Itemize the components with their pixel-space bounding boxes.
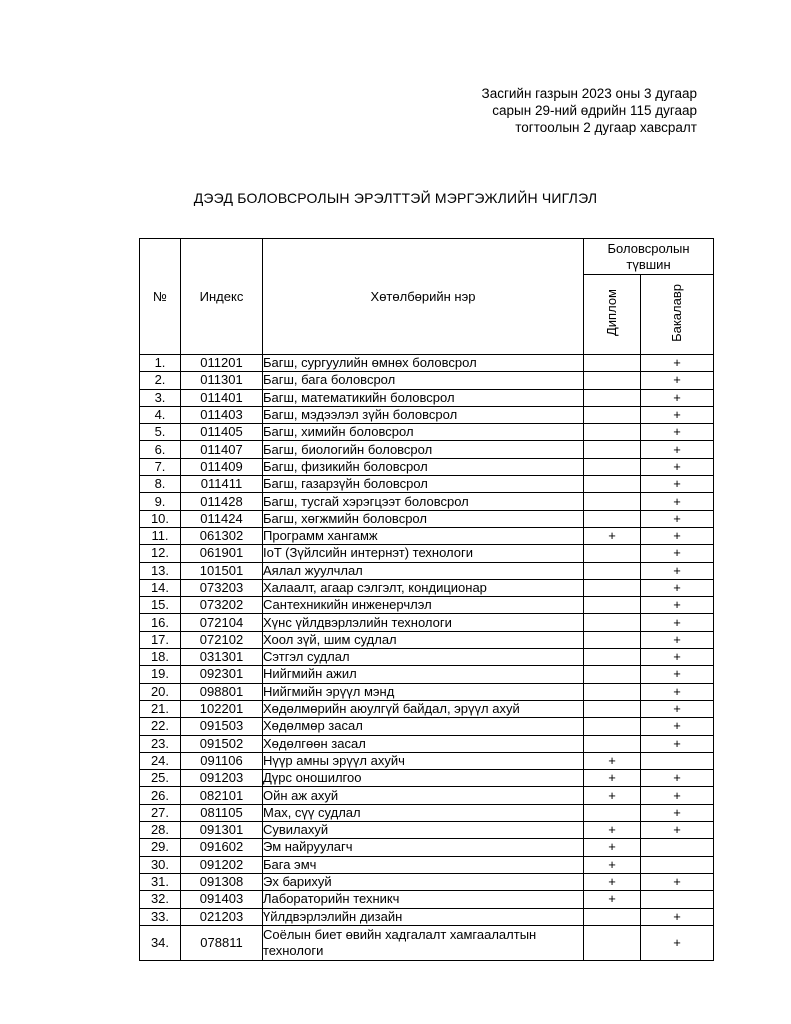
table-row <box>140 666 714 683</box>
row-index: 011424 <box>181 510 263 527</box>
row-diploma-mark: + <box>584 873 641 890</box>
table-row <box>140 649 714 666</box>
header-diploma-label: Диплом <box>604 288 619 336</box>
row-program-name: Үйлдвэрлэлийн дизайн <box>263 908 584 925</box>
table-row <box>140 510 714 527</box>
row-bachelor-mark: + <box>641 908 714 925</box>
table-body <box>140 355 714 961</box>
row-number: 33. <box>140 908 181 925</box>
decree-note-line: тогтоолын 2 дугаар хавсралт <box>515 120 697 135</box>
row-bachelor-mark <box>641 752 714 769</box>
row-index: 021203 <box>181 908 263 925</box>
row-number: 18. <box>140 649 181 666</box>
row-program-name: Багш, биологийн боловсрол <box>263 441 584 458</box>
row-diploma-mark <box>584 372 641 389</box>
row-index: 011411 <box>181 476 263 493</box>
row-bachelor-mark: + <box>641 925 714 960</box>
row-bachelor-mark: + <box>641 700 714 717</box>
row-index: 061901 <box>181 545 263 562</box>
table-row <box>140 735 714 752</box>
table-row <box>140 752 714 769</box>
row-number: 13. <box>140 562 181 579</box>
row-bachelor-mark: + <box>641 476 714 493</box>
header-education-level: Боловсролын түвшин <box>584 239 714 275</box>
row-program-name: Эм найруулагч <box>263 839 584 856</box>
table-row <box>140 804 714 821</box>
table-row <box>140 614 714 631</box>
table-row <box>140 545 714 562</box>
row-diploma-mark <box>584 666 641 683</box>
row-bachelor-mark: + <box>641 389 714 406</box>
table-row <box>140 458 714 475</box>
row-number: 4. <box>140 406 181 423</box>
row-number: 1. <box>140 355 181 372</box>
row-number: 3. <box>140 389 181 406</box>
row-index: 073202 <box>181 597 263 614</box>
row-bachelor-mark: + <box>641 614 714 631</box>
table-row <box>140 597 714 614</box>
row-number: 21. <box>140 700 181 717</box>
row-diploma-mark <box>584 406 641 423</box>
header-bachelor-label: Бакалавр <box>669 283 684 342</box>
row-diploma-mark <box>584 545 641 562</box>
row-index: 098801 <box>181 683 263 700</box>
row-program-name: Хөдөлмөр засал <box>263 718 584 735</box>
table-row <box>140 856 714 873</box>
row-bachelor-mark: + <box>641 441 714 458</box>
row-index: 011301 <box>181 372 263 389</box>
row-program-name: Багш, тусгай хэрэгцээт боловсрол <box>263 493 584 510</box>
row-number: 6. <box>140 441 181 458</box>
row-program-name: Багш, мэдээлэл зүйн боловсрол <box>263 406 584 423</box>
table-row <box>140 787 714 804</box>
row-number: 30. <box>140 856 181 873</box>
table-row <box>140 579 714 596</box>
row-number: 2. <box>140 372 181 389</box>
table-row <box>140 372 714 389</box>
row-bachelor-mark: + <box>641 579 714 596</box>
row-program-name: Багш, физикийн боловсрол <box>263 458 584 475</box>
row-number: 12. <box>140 545 181 562</box>
table-row <box>140 770 714 787</box>
row-program-name: Багш, химийн боловсрол <box>263 424 584 441</box>
row-diploma-mark <box>584 925 641 960</box>
row-index: 078811 <box>181 925 263 960</box>
row-diploma-mark <box>584 735 641 752</box>
row-bachelor-mark: + <box>641 424 714 441</box>
programs-table <box>139 238 714 961</box>
row-bachelor-mark: + <box>641 735 714 752</box>
row-number: 25. <box>140 770 181 787</box>
row-bachelor-mark <box>641 839 714 856</box>
row-bachelor-mark: + <box>641 527 714 544</box>
row-number: 14. <box>140 579 181 596</box>
decree-reference-note <box>482 85 697 136</box>
row-program-name: Сувилахуй <box>263 822 584 839</box>
row-index: 011401 <box>181 389 263 406</box>
table-row <box>140 562 714 579</box>
row-bachelor-mark <box>641 891 714 908</box>
row-index: 011403 <box>181 406 263 423</box>
row-number: 5. <box>140 424 181 441</box>
row-bachelor-mark: + <box>641 666 714 683</box>
row-bachelor-mark: + <box>641 545 714 562</box>
row-program-name: Сантехникийн инженерчлэл <box>263 597 584 614</box>
row-index: 091602 <box>181 839 263 856</box>
row-diploma-mark: + <box>584 856 641 873</box>
row-diploma-mark <box>584 476 641 493</box>
row-index: 031301 <box>181 649 263 666</box>
table-row <box>140 441 714 458</box>
row-bachelor-mark: + <box>641 458 714 475</box>
row-index: 091308 <box>181 873 263 890</box>
table-row <box>140 908 714 925</box>
row-number: 29. <box>140 839 181 856</box>
row-number: 26. <box>140 787 181 804</box>
row-program-name: IoT (Зүйлсийн интернэт) технологи <box>263 545 584 562</box>
row-bachelor-mark: + <box>641 562 714 579</box>
row-diploma-mark: + <box>584 822 641 839</box>
row-diploma-mark: + <box>584 891 641 908</box>
header-program-name: Хөтөлбөрийн нэр <box>263 239 584 355</box>
row-diploma-mark: + <box>584 787 641 804</box>
row-number: 23. <box>140 735 181 752</box>
row-number: 10. <box>140 510 181 527</box>
row-program-name: Хөдөлмөрийн аюулгүй байдал, эрүүл ахуй <box>263 700 584 717</box>
row-diploma-mark <box>584 579 641 596</box>
row-number: 7. <box>140 458 181 475</box>
row-index: 091203 <box>181 770 263 787</box>
row-program-name: Дүрс оношилгоо <box>263 770 584 787</box>
row-program-name: Аялал жуулчлал <box>263 562 584 579</box>
row-number: 9. <box>140 493 181 510</box>
header-number: № <box>140 239 181 355</box>
row-bachelor-mark: + <box>641 718 714 735</box>
row-program-name: Лабораторийн техникч <box>263 891 584 908</box>
row-diploma-mark <box>584 614 641 631</box>
row-bachelor-mark: + <box>641 873 714 890</box>
row-diploma-mark <box>584 804 641 821</box>
row-index: 091301 <box>181 822 263 839</box>
row-number: 28. <box>140 822 181 839</box>
row-index: 011409 <box>181 458 263 475</box>
row-index: 091106 <box>181 752 263 769</box>
row-program-name: Багш, математикийн боловсрол <box>263 389 584 406</box>
row-program-name: Халаалт, агаар сэлгэлт, кондиционар <box>263 579 584 596</box>
row-index: 101501 <box>181 562 263 579</box>
table-row <box>140 424 714 441</box>
document-title: ДЭЭД БОЛОВСРОЛЫН ЭРЭЛТТЭЙ МЭРГЭЖЛИЙН ЧИГЛЭЛ <box>193 190 598 206</box>
row-bachelor-mark: + <box>641 597 714 614</box>
row-bachelor-mark: + <box>641 804 714 821</box>
row-index: 092301 <box>181 666 263 683</box>
row-diploma-mark <box>584 510 641 527</box>
table-row <box>140 355 714 372</box>
row-bachelor-mark: + <box>641 493 714 510</box>
row-number: 19. <box>140 666 181 683</box>
row-diploma-mark: + <box>584 527 641 544</box>
table-row <box>140 493 714 510</box>
row-index: 011407 <box>181 441 263 458</box>
row-index: 072102 <box>181 631 263 648</box>
row-index: 102201 <box>181 700 263 717</box>
table-row <box>140 406 714 423</box>
row-diploma-mark: + <box>584 752 641 769</box>
row-diploma-mark <box>584 631 641 648</box>
row-number: 27. <box>140 804 181 821</box>
row-program-name: Бага эмч <box>263 856 584 873</box>
row-program-name: Багш, сургуулийн өмнөх боловсрол <box>263 355 584 372</box>
row-index: 073203 <box>181 579 263 596</box>
row-index: 011201 <box>181 355 263 372</box>
row-diploma-mark: + <box>584 770 641 787</box>
row-bachelor-mark: + <box>641 510 714 527</box>
table-row <box>140 925 714 960</box>
row-diploma-mark <box>584 908 641 925</box>
row-diploma-mark <box>584 649 641 666</box>
row-number: 22. <box>140 718 181 735</box>
row-bachelor-mark: + <box>641 649 714 666</box>
table-row <box>140 822 714 839</box>
row-diploma-mark <box>584 718 641 735</box>
row-program-name: Ойн аж ахуй <box>263 787 584 804</box>
header-bachelor <box>641 275 714 355</box>
row-number: 17. <box>140 631 181 648</box>
table-row <box>140 718 714 735</box>
row-program-name: Мах, сүү судлал <box>263 804 584 821</box>
row-diploma-mark <box>584 458 641 475</box>
row-bachelor-mark <box>641 856 714 873</box>
row-bachelor-mark: + <box>641 631 714 648</box>
row-index: 081105 <box>181 804 263 821</box>
decree-note-line: сарын 29-ний өдрийн 115 дугаар <box>492 103 697 118</box>
row-bachelor-mark: + <box>641 406 714 423</box>
row-program-name: Нүүр амны эрүүл ахуйч <box>263 752 584 769</box>
row-program-name: Сэтгэл судлал <box>263 649 584 666</box>
row-diploma-mark <box>584 441 641 458</box>
table-row <box>140 389 714 406</box>
row-number: 11. <box>140 527 181 544</box>
row-program-name: Нийгмийн эрүүл мэнд <box>263 683 584 700</box>
row-index: 091202 <box>181 856 263 873</box>
row-number: 15. <box>140 597 181 614</box>
row-program-name: Багш, газарзүйн боловсрол <box>263 476 584 493</box>
row-number: 20. <box>140 683 181 700</box>
row-program-name: Хөдөлгөөн засал <box>263 735 584 752</box>
row-program-name: Хоол зүй, шим судлал <box>263 631 584 648</box>
row-diploma-mark <box>584 424 641 441</box>
row-diploma-mark <box>584 389 641 406</box>
table-row <box>140 631 714 648</box>
row-bachelor-mark: + <box>641 770 714 787</box>
row-bachelor-mark: + <box>641 355 714 372</box>
table-row <box>140 873 714 890</box>
table-row <box>140 839 714 856</box>
table-row <box>140 683 714 700</box>
row-program-name: Соёлын биет өвийн хадгалалт хамгаалалтын технологи <box>263 925 584 960</box>
row-index: 091502 <box>181 735 263 752</box>
row-number: 34. <box>140 925 181 960</box>
row-program-name: Хүнс үйлдвэрлэлийн технологи <box>263 614 584 631</box>
row-number: 31. <box>140 873 181 890</box>
row-index: 061302 <box>181 527 263 544</box>
table-row <box>140 891 714 908</box>
row-bachelor-mark: + <box>641 683 714 700</box>
row-diploma-mark <box>584 562 641 579</box>
row-diploma-mark <box>584 700 641 717</box>
row-index: 082101 <box>181 787 263 804</box>
header-diploma <box>584 275 641 355</box>
decree-note-line: Засгийн газрын 2023 оны 3 дугаар <box>481 86 697 101</box>
row-program-name: Багш, хөгжмийн боловсрол <box>263 510 584 527</box>
row-bachelor-mark: + <box>641 787 714 804</box>
row-number: 24. <box>140 752 181 769</box>
row-program-name: Эх барихуй <box>263 873 584 890</box>
row-number: 8. <box>140 476 181 493</box>
table-row <box>140 476 714 493</box>
row-program-name: Багш, бага боловсрол <box>263 372 584 389</box>
row-bachelor-mark: + <box>641 822 714 839</box>
row-diploma-mark: + <box>584 839 641 856</box>
row-bachelor-mark: + <box>641 372 714 389</box>
row-index: 091503 <box>181 718 263 735</box>
row-index: 011405 <box>181 424 263 441</box>
header-index: Индекс <box>181 239 263 355</box>
row-number: 32. <box>140 891 181 908</box>
table-row <box>140 527 714 544</box>
row-program-name: Программ хангамж <box>263 527 584 544</box>
row-index: 011428 <box>181 493 263 510</box>
row-diploma-mark <box>584 493 641 510</box>
row-diploma-mark <box>584 683 641 700</box>
table-row <box>140 700 714 717</box>
row-program-name: Нийгмийн ажил <box>263 666 584 683</box>
row-index: 091403 <box>181 891 263 908</box>
row-diploma-mark <box>584 597 641 614</box>
row-number: 16. <box>140 614 181 631</box>
row-index: 072104 <box>181 614 263 631</box>
row-diploma-mark <box>584 355 641 372</box>
